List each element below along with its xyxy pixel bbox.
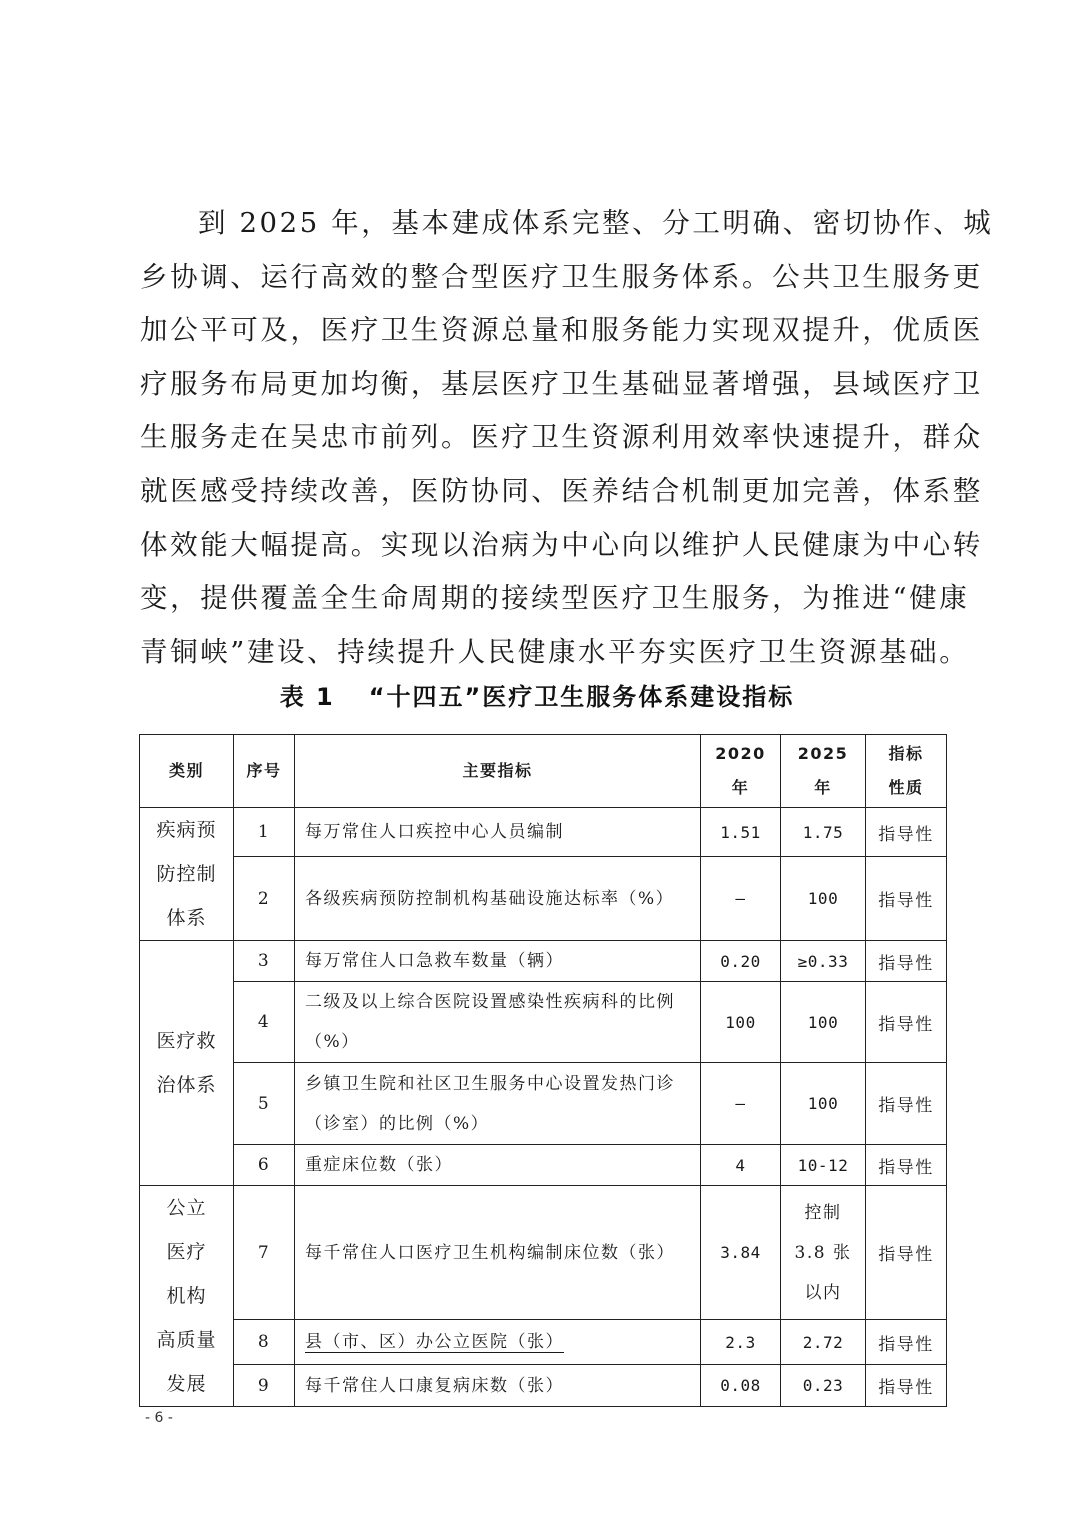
table-row (140, 982, 947, 1063)
paragraph-line: 疗服务布局更加均衡，基层医疗卫生基础显著增强，县域医疗卫 (140, 367, 983, 400)
category-line: 发展 (166, 1373, 207, 1395)
value-line: 控制 (804, 1202, 842, 1223)
indicator-table (139, 734, 947, 1407)
row-2020: 4 (701, 1145, 781, 1186)
row-2025: 100 (781, 1063, 866, 1145)
category-line: 机构 (166, 1285, 207, 1307)
row-indicator: 重症床位数（张） (295, 1145, 701, 1186)
row-indicator: 各级疾病预防控制机构基础设施达标率（%） (295, 857, 701, 941)
row-seq: 8 (234, 1320, 295, 1365)
row-2025: 0.23 (781, 1365, 866, 1407)
table-row (140, 941, 947, 982)
category-treatment (140, 941, 234, 1186)
row-indicator: 每千常住人口医疗卫生机构编制床位数（张） (295, 1186, 701, 1320)
table-row (140, 1063, 947, 1145)
indicator-line: 二级及以上综合医院设置感染性疾病科的比例 (305, 992, 675, 1012)
header-nature-line: 指标 (888, 744, 924, 763)
body-paragraph (140, 197, 994, 679)
row-indicator (295, 982, 701, 1063)
row-2020: 3.84 (701, 1186, 781, 1320)
row-nature: 指导性 (866, 982, 947, 1063)
page-number: - 6 - (145, 1410, 173, 1426)
row-2025: ≥0.33 (781, 941, 866, 982)
row-nature: 指导性 (866, 1320, 947, 1365)
row-2020: — (701, 857, 781, 941)
paragraph-line: 加公平可及，医疗卫生资源总量和服务能力实现双提升，优质医 (140, 314, 983, 347)
header-indicator: 主要指标 (295, 735, 701, 808)
header-nature-line: 性质 (888, 778, 924, 797)
paragraph-line: 体效能大幅提高。实现以治病为中心向以维护人民健康为中心转 (140, 528, 983, 561)
table-row (140, 1145, 947, 1186)
paragraph-line: 生服务走在吴忠市前列。医疗卫生资源利用效率快速提升，群众 (140, 421, 983, 454)
row-indicator: 每万常住人口疾控中心人员编制 (295, 808, 701, 857)
row-seq: 2 (234, 857, 295, 941)
category-line: 医疗救 (156, 1030, 217, 1052)
row-2020: 100 (701, 982, 781, 1063)
table-row (140, 1320, 947, 1365)
table-row (140, 1186, 947, 1320)
header-2025: 2025 年 (781, 735, 866, 808)
row-2020: — (701, 1063, 781, 1145)
category-line: 疾病预 (156, 819, 217, 841)
row-seq: 6 (234, 1145, 295, 1186)
row-2020: 2.3 (701, 1320, 781, 1365)
header-nature (866, 735, 947, 808)
row-2020: 0.08 (701, 1365, 781, 1407)
category-line: 高质量 (156, 1329, 217, 1351)
row-seq: 4 (234, 982, 295, 1063)
row-2025: 100 (781, 982, 866, 1063)
row-indicator (295, 1320, 701, 1365)
category-line: 医疗 (166, 1241, 207, 1263)
paragraph-line: 到 2025 年，基本建成体系完整、分工明确、密切协作、城 (198, 207, 994, 239)
indicator-line: 乡镇卫生院和社区卫生服务中心设置发热门诊 (305, 1073, 675, 1094)
category-line: 公立 (166, 1197, 207, 1219)
category-line: 防控制 (156, 863, 217, 885)
row-indicator: 每千常住人口康复病床数（张） (295, 1365, 701, 1407)
row-nature: 指导性 (866, 857, 947, 941)
row-2025: 1.75 (781, 808, 866, 857)
table-caption (0, 677, 1074, 712)
row-seq: 1 (234, 808, 295, 857)
row-indicator (295, 1063, 701, 1145)
paragraph-line: 青铜峡”建设、持续提升人民健康水平夯实医疗卫生资源基础。 (140, 635, 970, 668)
row-2025 (781, 1186, 866, 1320)
row-nature: 指导性 (866, 941, 947, 982)
value-line: 以内 (804, 1282, 842, 1303)
row-nature: 指导性 (866, 1063, 947, 1145)
table-row (140, 857, 947, 941)
indicator-line: （诊室）的比例（%） (305, 1113, 490, 1134)
header-category: 类别 (140, 735, 234, 808)
row-2025: 10-12 (781, 1145, 866, 1186)
value-line: 3.8 张 (794, 1242, 852, 1263)
category-disease-control (140, 808, 234, 941)
category-line: 治体系 (156, 1074, 217, 1096)
row-2020: 0.20 (701, 941, 781, 982)
paragraph-line: 乡协调、运行高效的整合型医疗卫生服务体系。公共卫生服务更 (140, 260, 983, 293)
row-nature: 指导性 (866, 1365, 947, 1407)
row-2025: 100 (781, 857, 866, 941)
indicator-underlined: 县（市、区）办公立医院（张） (305, 1332, 564, 1353)
table-row (140, 1365, 947, 1407)
row-seq: 9 (234, 1365, 295, 1407)
category-public-hospital (140, 1186, 234, 1407)
table-title: “十四五”医疗卫生服务体系建设指标 (368, 683, 795, 711)
row-nature: 指导性 (866, 1186, 947, 1320)
indicator-line: （%） (305, 1032, 360, 1052)
table-number: 表 1 (279, 683, 335, 711)
row-seq: 5 (234, 1063, 295, 1145)
row-nature: 指导性 (866, 1145, 947, 1186)
row-seq: 3 (234, 941, 295, 982)
category-line: 体系 (166, 907, 207, 929)
table-row (140, 808, 947, 857)
paragraph-line: 就医感受持续改善，医防协同、医养结合机制更加完善，体系整 (140, 474, 983, 507)
row-2025: 2.72 (781, 1320, 866, 1365)
header-seq: 序号 (234, 735, 295, 808)
table-header-row (140, 735, 947, 808)
row-2020: 1.51 (701, 808, 781, 857)
paragraph-line: 变，提供覆盖全生命周期的接续型医疗卫生服务，为推进“健康 (140, 582, 970, 615)
header-2020: 2020 年 (701, 735, 781, 808)
row-indicator: 每万常住人口急救车数量（辆） (295, 941, 701, 982)
row-seq: 7 (234, 1186, 295, 1320)
row-nature: 指导性 (866, 808, 947, 857)
